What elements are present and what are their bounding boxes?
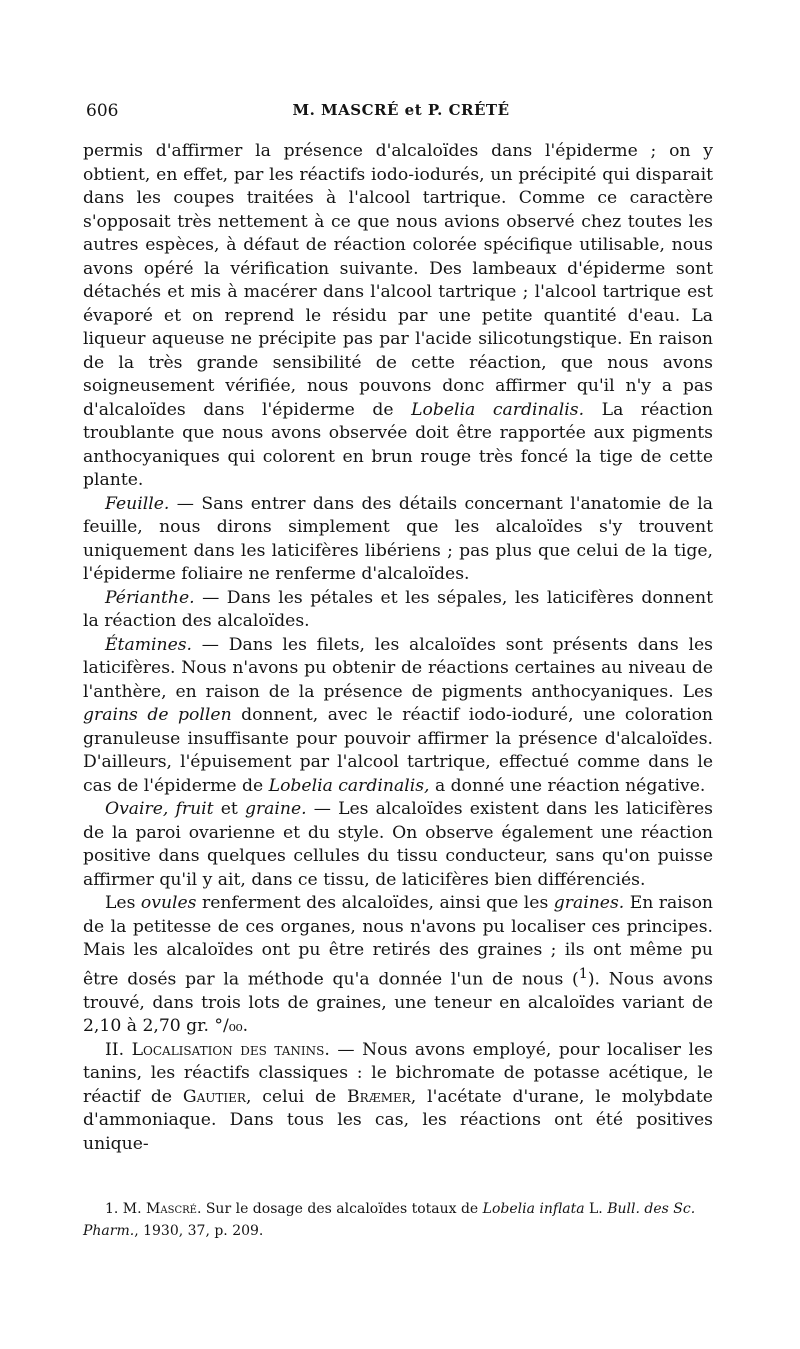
page-number: 606 <box>86 101 119 121</box>
paragraph: permis d'affirmer la présence d'alcaloïdes dans l'épiderme ; on y obtient, en effet, par les réactifs iodo-iodurés, un précipité qui disparait dans les coupes traitées à l'alcool tartrique. Comme ce caractère s'opposait très nettement à ce que nous avions observé chez toutes les autres espèces, à défaut de réaction colorée spécifique utilisable, nous avons opéré la vérification suivante. Des lambeaux d'épiderme sont détachés et mis à macérer dans l'alcool tartrique ; l'alcool tartrique est évaporé et on reprend le résidu par une petite quantité d'eau. La liqueur aqueuse ne précipite pas par l'acide silicotungstique. En raison de la très grande sensibilité de cette réaction, que nous avons soigneusement vérifiée, nous pouvons donc affirmer qu'il n'y a pas d'alcaloïdes dans l'épiderme de Lobelia cardinalis. La réaction troublante que nous avons observée doit être rapportée aux pigments anthocyaniques qui colorent en brun rouge très foncé la tige de cette plante. <box>83 141 714 490</box>
paragraph-feuille: Feuille. — Sans entrer dans des détails concernant l'anatomie de la feuille, nous dirons simplement que les alcaloïdes s'y trouvent uniquement dans les laticifères libériens ; pas plus que celui de la tige, l'épiderme foliaire ne renferme d'alcaloïdes. <box>83 493 713 584</box>
footnote: 1. M. Mascré. Sur le dosage des alcaloïdes totaux de Lobelia inflata L. Bull. des Sc. Pharm., 1930, 37, p. 209. <box>83 1201 696 1239</box>
paragraph-tanins: II. Localisation des tanins. — Nous avons employé, pour localiser les tanins, les réactifs classiques : le bichromate de potasse acétique, le réactif de Gautier, celui de Bræmer, l'acétate d'urane, le molybdate d'ammoniaque. Dans tous les cas, les réactions ont été positives unique- <box>83 1039 713 1154</box>
running-head: M. MASCRÉ et P. CRÉTÉ <box>292 101 510 119</box>
section-label: Feuille. <box>105 493 170 514</box>
page-header <box>86 101 716 125</box>
body-text <box>83 140 713 1156</box>
footnote-ref: 1 <box>578 965 588 982</box>
footnotes <box>83 1198 713 1242</box>
paragraph-ovules: Les ovules renferment des alcaloïdes, ainsi que les graines. En raison de la petitesse de ces organes, nous n'avons pu localiser ces principes. Mais les alcaloïdes ont pu être retirés des graines ; ils ont même pu être dosés par la méthode qu'a donnée l'un de nous ($^1$). Nous avons trouvé, dans trois lots de graines, une teneur en alcaloïdes variant de 2,10 à 2,70 gr. °/₀₀. <box>83 893 714 1037</box>
section-heading: Localisation des tanins. <box>131 1039 330 1060</box>
paragraph-etamines: Étamines. — Dans les filets, les alcaloïdes sont présents dans les laticifères. Nous n'avons pu obtenir de réactions certaines au niveau de l'anthère, en raison de la présence de pigments anthocyaniques. Les grains de pollen donnent, avec le réactif iodo-ioduré, une coloration granuleuse insuffisante pour pouvoir affirmer la présence d'alcaloïdes. D'ailleurs, l'épuisement par l'alcool tartrique, effectué comme dans le cas de l'épiderme de Lobelia cardinalis, a donné une réaction négative. <box>83 634 713 796</box>
section-label: Étamines. <box>105 634 193 655</box>
paragraph-ovaire: Ovaire, fruit et graine. — Les alcaloïdes existent dans les laticifères de la paroi ovarienne et du style. On observe également une réaction positive dans quelques cellules du tissu conducteur, sans qu'on puisse affirmer qu'il y ait, dans ce tissu, de laticifères bien différenciés. <box>83 799 713 890</box>
paragraph-perianthe: Périanthe. — Dans les pétales et les sépales, les laticifères donnent la réaction des alcaloïdes. <box>83 587 713 631</box>
section-label: Périanthe. <box>105 587 195 608</box>
section-label: Ovaire, fruit <box>105 799 214 819</box>
